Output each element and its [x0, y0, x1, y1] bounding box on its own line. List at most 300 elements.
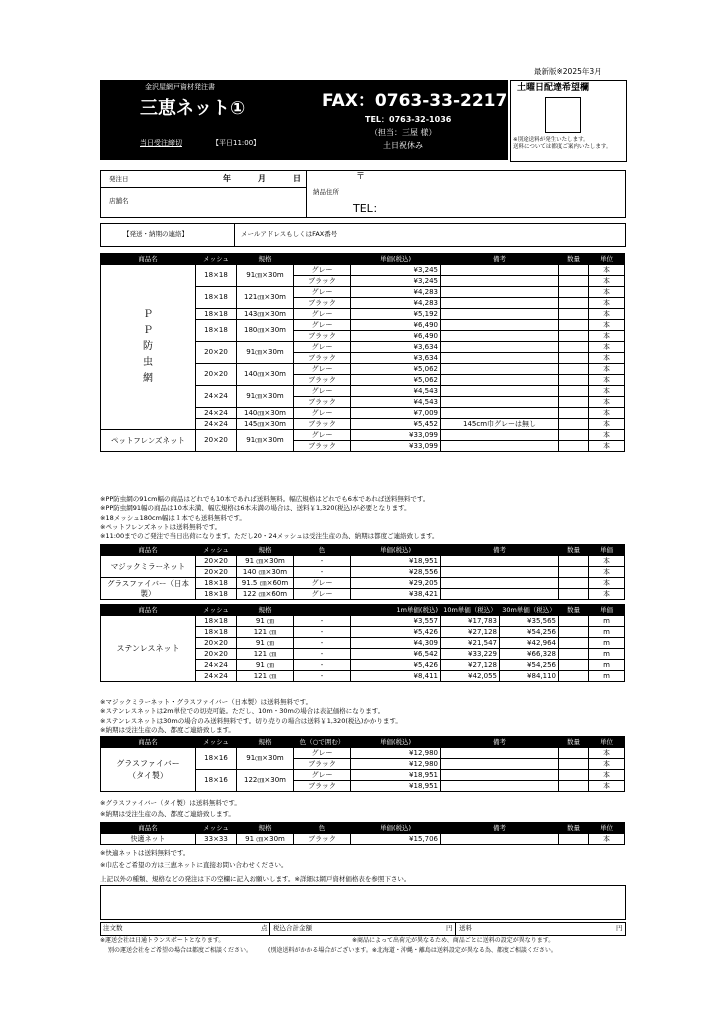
mesh-cell: 18×18: [196, 265, 237, 287]
note-cell[interactable]: [441, 441, 559, 452]
note-cell[interactable]: 145cm巾グレーは無し: [441, 419, 559, 430]
price-1m-cell: ¥5,426: [351, 627, 441, 638]
tax-total-unit: 円: [446, 924, 453, 932]
quantity-cell[interactable]: [559, 430, 589, 441]
price-1m-cell: ¥5,426: [351, 660, 441, 671]
note-line: ※ペットフレンズネットは送料無料です。: [100, 522, 222, 531]
spec-cell: 91 ㎝×30m: [237, 834, 294, 845]
price-30m-cell: ¥54,256: [500, 660, 559, 671]
price-cell: ¥6,490: [351, 331, 441, 342]
price-cell: ¥33,099: [351, 430, 441, 441]
color-cell: グレー: [294, 364, 351, 375]
note-cell[interactable]: [441, 386, 559, 397]
unit-cell: 本: [589, 567, 625, 578]
unit-cell: 本: [589, 397, 625, 408]
mesh-cell: 20×20: [196, 342, 237, 364]
other-order-box[interactable]: [100, 885, 626, 920]
quantity-cell[interactable]: [559, 578, 589, 589]
color-cell: ブラック: [294, 298, 351, 309]
unit-cell: 本: [589, 298, 625, 309]
contact-person: （担当：三屋 様）: [370, 128, 437, 137]
color-cell: グレー: [294, 408, 351, 419]
note-cell[interactable]: [441, 298, 559, 309]
quantity-cell[interactable]: [559, 353, 589, 364]
mesh-cell: 18×18: [196, 320, 237, 342]
header-cell: 規格: [237, 254, 294, 265]
quantity-cell[interactable]: [559, 556, 589, 567]
table-row: [101, 556, 625, 567]
note-cell[interactable]: [441, 320, 559, 331]
price-cell: ¥6,490: [351, 320, 441, 331]
header-cell: メッシュ: [196, 605, 237, 616]
other-order-label: 上記以外の種類、規格などの発注は下の空欄に記入お願いします。※詳細は網戸資材価格表を参照下さい。: [100, 875, 411, 883]
price-cell: ¥29,205: [351, 578, 441, 589]
product-name: マジックミラーネット: [101, 556, 196, 578]
price-10m-cell: ¥27,128: [441, 627, 500, 638]
saturday-note-2: 送料については都度ご案内いたします。: [513, 144, 612, 150]
header-cell: メッシュ: [196, 254, 237, 265]
spec-cell: 91㎝×30m: [237, 748, 294, 770]
pp-net-table: [100, 253, 625, 452]
quantity-cell[interactable]: [559, 759, 589, 770]
spec-cell: 91 ㎝: [237, 616, 294, 627]
unit-cell: 本: [589, 578, 625, 589]
color-cell: ブラック: [294, 781, 351, 792]
table-row: [101, 616, 625, 627]
fax-number: FAX：0763-33-2217: [322, 91, 508, 111]
color-cell: ブラック: [294, 759, 351, 770]
quantity-cell[interactable]: [559, 748, 589, 759]
header-cell: 商品名: [101, 605, 196, 616]
note-line: ※巾広をご希望の方は三恵ネットに直接お問い合わせください。: [100, 861, 288, 869]
header-cell: 色: [294, 823, 351, 834]
header-cell: 商品名: [101, 254, 196, 265]
quantity-cell[interactable]: [559, 649, 589, 660]
header-cell: 規格: [237, 545, 294, 556]
quantity-cell[interactable]: [559, 298, 589, 309]
price-1m-cell: ¥8,411: [351, 671, 441, 682]
magic-rows: [101, 556, 625, 600]
mesh-cell: 20×20: [196, 556, 237, 567]
quantity-cell[interactable]: [559, 834, 589, 845]
quantity-cell[interactable]: [559, 309, 589, 320]
header-cell: 単位: [589, 254, 625, 265]
note-cell[interactable]: [441, 408, 559, 419]
quantity-cell[interactable]: [559, 419, 589, 430]
price-1m-cell: ¥3,557: [351, 616, 441, 627]
page-title: 三恵ネット①: [140, 98, 246, 119]
unit-cell: 本: [589, 408, 625, 419]
unit-cell: 本: [589, 320, 625, 331]
header-cell: [294, 254, 351, 265]
header-cell: 10m単価（税込）: [441, 605, 500, 616]
product-name: グラスファイバー（タイ製）: [101, 748, 196, 792]
color-cell: グレー: [294, 265, 351, 276]
color-cell: ブラック: [294, 834, 351, 845]
header-cell: 数量: [559, 823, 589, 834]
order-count-label: 注文数: [103, 924, 123, 932]
unit-cell: 本: [589, 287, 625, 298]
mesh-cell: 20×20: [196, 567, 237, 578]
price-cell: ¥5,452: [351, 419, 441, 430]
note-cell[interactable]: [441, 567, 559, 578]
note-cell[interactable]: [441, 364, 559, 375]
header-cell: [294, 605, 351, 616]
note-cell[interactable]: [441, 556, 559, 567]
price-cell: ¥33,099: [351, 441, 441, 452]
color-cell: -: [294, 556, 351, 567]
order-info-box: [100, 170, 626, 218]
note-line: ※納期は受注生産の為、都度ご連絡致します。: [100, 725, 235, 734]
product-name: 快適ネット: [101, 834, 196, 845]
spec-cell: 91 ㎝: [237, 638, 294, 649]
footer-note-right-1: ※商品によって出荷元が異なるため、商品ごとに送料の設定が異なります。: [352, 937, 555, 944]
color-cell: グレー: [294, 386, 351, 397]
price-cell: ¥18,951: [351, 556, 441, 567]
price-30m-cell: ¥54,256: [500, 627, 559, 638]
unit-cell: 本: [589, 759, 625, 770]
color-cell: ブラック: [294, 419, 351, 430]
table-header: [101, 737, 625, 748]
month-unit: 月: [258, 174, 266, 183]
cutoff-time: 【平日11:00】: [212, 139, 261, 147]
price-cell: ¥38,421: [351, 589, 441, 600]
footer-note-left-1: ※運送会社は日通トランスポートとなります。: [100, 937, 225, 944]
footer-note-right-2: (別途送料がかかる場合がございます。※北海道・沖縄・離島は送料設定が異なる為、都度ご相談ください。: [268, 947, 557, 954]
stainless-table: [100, 604, 625, 682]
header-cell: 数量: [559, 254, 589, 265]
mesh-cell: 18×16: [196, 770, 237, 792]
contact-label: 【発送・納期の連絡】: [123, 230, 188, 238]
mesh-cell: 20×20: [196, 430, 237, 452]
color-cell: -: [294, 671, 351, 682]
mesh-cell: 24×24: [196, 419, 237, 430]
unit-cell: 本: [589, 364, 625, 375]
kaiteki-table: [100, 822, 625, 845]
note-cell[interactable]: [441, 759, 559, 770]
header-cell: メッシュ: [196, 823, 237, 834]
table-header: [101, 823, 625, 834]
header-cell: 規格: [237, 605, 294, 616]
order-count-unit: 点: [261, 924, 268, 932]
unit-cell: m: [589, 671, 625, 682]
magic-glass-table: [100, 544, 625, 600]
quantity-cell[interactable]: [559, 287, 589, 298]
color-cell: -: [294, 567, 351, 578]
year-unit: 年: [223, 174, 231, 183]
color-cell: グレー: [294, 342, 351, 353]
table-row: [101, 265, 625, 276]
note-cell[interactable]: [441, 589, 559, 600]
quantity-cell[interactable]: [559, 320, 589, 331]
spec-cell: 91㎝×30m: [237, 265, 294, 287]
note-line: ※PP防虫網の91cm幅の商品はどれでも10本であれば送料無料。幅広規格はどれでも6本であれば送料無料です。: [100, 495, 430, 503]
price-30m-cell: ¥35,565: [500, 616, 559, 627]
header-cell: 商品名: [101, 737, 196, 748]
shipping-label: 送料: [459, 924, 472, 932]
quantity-cell[interactable]: [559, 386, 589, 397]
header-cell: 単位: [589, 823, 625, 834]
note-cell[interactable]: [441, 375, 559, 386]
quantity-cell[interactable]: [559, 781, 589, 792]
note-line: ※納期は受注生産の為、都度ご連絡致します。: [100, 810, 235, 818]
price-10m-cell: ¥21,547: [441, 638, 500, 649]
note-cell[interactable]: [441, 770, 559, 781]
color-cell: グレー: [294, 320, 351, 331]
quantity-cell[interactable]: [559, 567, 589, 578]
mesh-cell: 24×24: [196, 408, 237, 419]
unit-cell: 本: [589, 276, 625, 287]
header-cell: 備考: [441, 545, 559, 556]
spec-cell: 140 ㎝×30m: [237, 567, 294, 578]
header-cell: 備考: [441, 737, 559, 748]
color-cell: -: [294, 638, 351, 649]
contact-row: [100, 223, 626, 247]
mesh-cell: 20×20: [196, 638, 237, 649]
note-cell[interactable]: [441, 430, 559, 441]
mesh-cell: 20×20: [196, 649, 237, 660]
note-line: ※18メッシュ180cm幅は１本でも送料無料です。: [100, 513, 246, 522]
unit-cell: 本: [589, 781, 625, 792]
unit-cell: 本: [589, 834, 625, 845]
cutoff-label: 当日受注締切: [140, 139, 182, 147]
table-row: [101, 748, 625, 759]
mesh-cell: 24×24: [196, 660, 237, 671]
header-cell: 数量: [559, 605, 589, 616]
day-unit: 日: [293, 174, 301, 183]
header-cell: 備考: [441, 254, 559, 265]
color-cell: グレー: [294, 578, 351, 589]
price-cell: ¥4,543: [351, 386, 441, 397]
color-cell: ブラック: [294, 353, 351, 364]
pp-rows: [101, 265, 625, 452]
saturday-checkbox[interactable]: [545, 97, 581, 133]
header-cell: 規格: [237, 737, 294, 748]
pet-product-name: ペットフレンズネット: [101, 430, 196, 452]
price-10m-cell: ¥33,229: [441, 649, 500, 660]
note-cell[interactable]: [441, 309, 559, 320]
quantity-cell[interactable]: [559, 408, 589, 419]
price-1m-cell: ¥6,542: [351, 649, 441, 660]
table-row: [101, 834, 625, 845]
note-cell[interactable]: [441, 578, 559, 589]
note-cell[interactable]: [441, 331, 559, 342]
quantity-cell[interactable]: [559, 770, 589, 781]
note-cell[interactable]: [441, 781, 559, 792]
header-cell: 単位: [589, 737, 625, 748]
color-cell: ブラック: [294, 397, 351, 408]
mesh-cell: 18×18: [196, 309, 237, 320]
price-cell: ¥4,283: [351, 287, 441, 298]
header-cell: 色: [294, 545, 351, 556]
quantity-cell[interactable]: [559, 276, 589, 287]
product-name: ステンレスネット: [101, 616, 196, 682]
tel-number: TEL：0763-32-1036: [365, 115, 452, 124]
unit-cell: 本: [589, 589, 625, 600]
color-cell: ブラック: [294, 375, 351, 386]
unit-cell: 本: [589, 441, 625, 452]
mesh-cell: 18×18: [196, 627, 237, 638]
price-cell: ¥15,706: [351, 834, 441, 845]
table-row: [101, 578, 625, 589]
unit-cell: 本: [589, 556, 625, 567]
price-cell: ¥4,543: [351, 397, 441, 408]
spec-cell: 91 ㎝×30m: [237, 556, 294, 567]
contact-value-label: メールアドレスもしくはFAX番号: [241, 230, 338, 238]
unit-cell: 本: [589, 770, 625, 781]
note-line: ※マジックミラーネット・グラスファイバー（日本製）は送料無料です。: [100, 698, 313, 706]
header-cell: 単価(税込): [351, 823, 441, 834]
quantity-cell[interactable]: [559, 616, 589, 627]
header-cell: 備考: [441, 823, 559, 834]
spec-cell: 140㎝×30m: [237, 364, 294, 386]
shipping-unit: 円: [616, 924, 623, 932]
spec-cell: 140㎝×30m: [237, 408, 294, 419]
mesh-cell: 18×18: [196, 578, 237, 589]
spec-cell: 121㎝×30m: [237, 287, 294, 309]
header-cell: 単価(税込): [351, 737, 441, 748]
unit-cell: m: [589, 638, 625, 649]
price-cell: ¥7,009: [351, 408, 441, 419]
quantity-cell[interactable]: [559, 671, 589, 682]
color-cell: グレー: [294, 589, 351, 600]
header-cell: 単価(税込): [351, 545, 441, 556]
price-cell: ¥12,980: [351, 748, 441, 759]
quantity-cell[interactable]: [559, 342, 589, 353]
header-cell: 単価(税込): [351, 254, 441, 265]
price-cell: ¥5,062: [351, 375, 441, 386]
note-line: ※グラスファイバー（タイ製）は送料無料です。: [100, 799, 241, 807]
quantity-cell[interactable]: [559, 397, 589, 408]
color-cell: ブラック: [294, 276, 351, 287]
spec-cell: 145㎝×30m: [237, 419, 294, 430]
note-line: ※PP防虫網91幅の商品は10本未満、幅広規格は6本未満の場合は、送料￥1,320(税込)が必要となります。: [100, 504, 411, 513]
mesh-cell: 24×24: [196, 386, 237, 408]
note-cell[interactable]: [441, 397, 559, 408]
note-line: ※11:00までのご発注で当日出荷になります。ただし20・24メッシュは受注生産の為、納期は都度ご連絡致します。: [100, 532, 439, 541]
spec-cell: 91㎝×30m: [237, 386, 294, 408]
note-cell[interactable]: [441, 342, 559, 353]
unit-cell: m: [589, 616, 625, 627]
tel-label: TEL：: [353, 202, 384, 215]
quantity-cell[interactable]: [559, 375, 589, 386]
mesh-cell: 18×18: [196, 287, 237, 309]
header-cell: 数量: [559, 737, 589, 748]
table-row: [101, 430, 625, 441]
spec-cell: 91㎝×30m: [237, 342, 294, 364]
unit-cell: 本: [589, 419, 625, 430]
quantity-cell[interactable]: [559, 638, 589, 649]
product-name: ＰＰ防虫網: [101, 265, 196, 430]
mesh-cell: 33×33: [196, 834, 237, 845]
color-cell: グレー: [294, 309, 351, 320]
subtitle: 金沢屋網戸資材発注書: [145, 83, 215, 91]
saturday-note-1: ※別途送料が発生いたします。: [513, 137, 589, 143]
header-cell: 1m単価(税込): [351, 605, 441, 616]
header-cell: メッシュ: [196, 545, 237, 556]
header-cell: メッシュ: [196, 737, 237, 748]
price-cell: ¥28,556: [351, 567, 441, 578]
quantity-cell[interactable]: [559, 364, 589, 375]
version-label: 最新版※2025年3月: [534, 67, 602, 76]
header-block: [100, 80, 508, 160]
quantity-cell[interactable]: [559, 589, 589, 600]
note-line: ※快適ネットは送料無料です。: [100, 849, 190, 857]
color-cell: グレー: [294, 770, 351, 781]
address-label: 納品住所: [313, 188, 339, 196]
unit-cell: m: [589, 627, 625, 638]
quantity-cell[interactable]: [559, 331, 589, 342]
price-10m-cell: ¥17,783: [441, 616, 500, 627]
glass-thai-table: [100, 736, 625, 792]
note-line: ※ステンレスネットは30mの場合のみ送料無料です。切り売りの場合は送料￥1,320(税込)かかります。: [100, 716, 402, 725]
shop-name-label: 店舗名: [109, 197, 129, 205]
unit-cell: 本: [589, 748, 625, 759]
table-header: [101, 545, 625, 556]
glass-thai-rows: [101, 748, 625, 792]
header-cell: 色（○で囲む）: [294, 737, 351, 748]
header-cell: 単価: [589, 605, 625, 616]
unit-cell: 本: [589, 309, 625, 320]
unit-cell: 本: [589, 265, 625, 276]
color-cell: グレー: [294, 748, 351, 759]
price-1m-cell: ¥4,309: [351, 638, 441, 649]
color-cell: ブラック: [294, 331, 351, 342]
color-cell: グレー: [294, 287, 351, 298]
unit-cell: 本: [589, 331, 625, 342]
spec-cell: 121 ㎝: [237, 649, 294, 660]
footer-note-left-2: 別の運送会社をご希望の場合は都度ご相談ください。: [108, 947, 253, 954]
price-cell: ¥4,283: [351, 298, 441, 309]
unit-cell: m: [589, 649, 625, 660]
note-cell[interactable]: [441, 265, 559, 276]
price-cell: ¥3,634: [351, 342, 441, 353]
quantity-cell[interactable]: [559, 660, 589, 671]
saturday-delivery-box: [510, 80, 627, 162]
stainless-rows: [101, 616, 625, 682]
spec-cell: 180㎝×30m: [237, 320, 294, 342]
quantity-cell[interactable]: [559, 441, 589, 452]
note-cell[interactable]: [441, 353, 559, 364]
header-cell: 数量: [559, 545, 589, 556]
table-header: [101, 254, 625, 265]
spec-cell: 122 ㎝×60m: [237, 589, 294, 600]
quantity-cell[interactable]: [559, 627, 589, 638]
color-cell: -: [294, 616, 351, 627]
quantity-cell[interactable]: [559, 265, 589, 276]
color-cell: グレー: [294, 430, 351, 441]
note-cell[interactable]: [441, 834, 559, 845]
header-cell: 30m単価（税込）: [500, 605, 559, 616]
mesh-cell: 24×24: [196, 671, 237, 682]
price-cell: ¥18,951: [351, 781, 441, 792]
note-cell[interactable]: [441, 748, 559, 759]
product-name: グラスファイバー（日本製）: [101, 578, 196, 600]
price-cell: ¥3,634: [351, 353, 441, 364]
price-30m-cell: ¥84,110: [500, 671, 559, 682]
note-cell[interactable]: [441, 287, 559, 298]
header-cell: 単価: [589, 545, 625, 556]
color-cell: -: [294, 660, 351, 671]
note-cell[interactable]: [441, 276, 559, 287]
totals-row: [100, 922, 626, 936]
note-line: ※ステンレスネットは2m単位での切売可能。ただし、10m・30mの場合は表記価格になります。: [100, 707, 385, 716]
unit-cell: 本: [589, 430, 625, 441]
unit-cell: 本: [589, 386, 625, 397]
unit-cell: 本: [589, 375, 625, 386]
spec-cell: 91.5 ㎝×60m: [237, 578, 294, 589]
price-cell: ¥3,245: [351, 265, 441, 276]
